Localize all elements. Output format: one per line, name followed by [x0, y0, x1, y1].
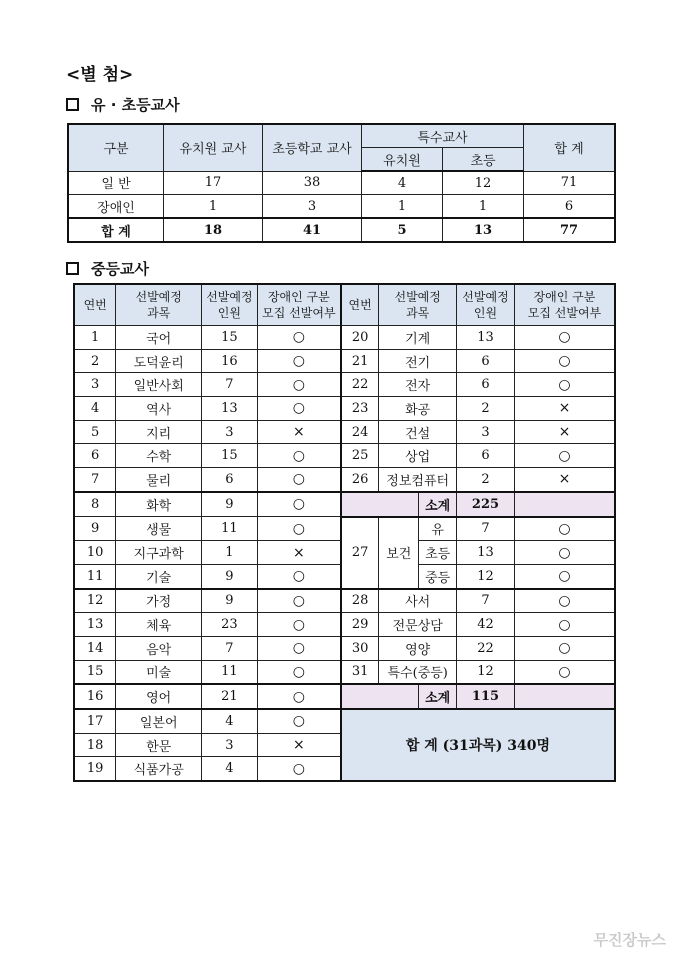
count: 11: [202, 517, 258, 541]
row-number: 11: [74, 564, 116, 588]
checkbox-square-icon: [66, 262, 79, 275]
subtotal-label: 소계: [419, 492, 457, 517]
table-row: [74, 684, 615, 709]
disability-mark: ○: [257, 636, 341, 660]
row-number: 28: [341, 589, 379, 613]
row-number: 12: [74, 589, 116, 613]
cell: 1: [362, 195, 443, 219]
disability-mark: ○: [257, 444, 341, 468]
count: 12: [457, 564, 515, 588]
count: 7: [457, 517, 515, 541]
count: 2: [457, 397, 515, 421]
subject: 역사: [116, 397, 202, 421]
subject: 일반사회: [116, 373, 202, 397]
subject: 화학: [116, 492, 202, 517]
subject: 정보컴퓨터: [379, 468, 457, 492]
col-header-subject: 선발예정 과목: [116, 284, 202, 326]
col-header-no: 연번: [74, 284, 116, 326]
cell: 5: [362, 218, 443, 242]
row-number: 25: [341, 444, 379, 468]
disability-mark: ○: [514, 613, 615, 637]
table-row: [74, 444, 615, 468]
subject: 전자: [379, 373, 457, 397]
col-header-disability: 장애인 구분 모집 선발여부: [257, 284, 341, 326]
disability-mark: ○: [257, 326, 341, 350]
subject: 지리: [116, 420, 202, 444]
count: 6: [457, 373, 515, 397]
row-number: 15: [74, 660, 116, 684]
count: 16: [202, 349, 258, 373]
cell: 13: [443, 218, 524, 242]
row-number: 2: [74, 349, 116, 373]
count: 3: [457, 420, 515, 444]
count: 6: [202, 468, 258, 492]
count: 9: [202, 564, 258, 588]
subject: 국어: [116, 326, 202, 350]
row-number: 17: [74, 709, 116, 733]
table-row: [74, 589, 615, 613]
count: 3: [202, 733, 258, 757]
table-row: [68, 171, 615, 195]
disability-mark: ○: [257, 613, 341, 637]
disability-mark: ○: [514, 589, 615, 613]
count: 3: [202, 420, 258, 444]
subject: 특수(중등): [379, 660, 457, 684]
table-row: [74, 492, 615, 517]
disability-mark: ○: [257, 757, 341, 781]
subject: 영양: [379, 636, 457, 660]
col-header-elem: 초등학교 교사: [263, 124, 362, 171]
disability-mark: ○: [257, 709, 341, 733]
count: 15: [202, 444, 258, 468]
disability-mark: ○: [257, 468, 341, 492]
level: 중등: [419, 564, 457, 588]
row-label: 일 반: [68, 171, 164, 195]
section-title: 유 · 초등교사: [91, 96, 180, 114]
row-number: 31: [341, 660, 379, 684]
disability-mark: ×: [257, 733, 341, 757]
col-header-count: 선발예정 인원: [202, 284, 258, 326]
subject: 영어: [116, 684, 202, 709]
disability-mark: ○: [514, 444, 615, 468]
row-number: 16: [74, 684, 116, 709]
row-number: 5: [74, 420, 116, 444]
count: 13: [202, 397, 258, 421]
disability-mark: ×: [514, 397, 615, 421]
row-number: 20: [341, 326, 379, 350]
row-number: 10: [74, 541, 116, 565]
subject: 음악: [116, 636, 202, 660]
cell: 77: [524, 218, 616, 242]
count: 7: [457, 589, 515, 613]
cell: 17: [164, 171, 263, 195]
row-number: 22: [341, 373, 379, 397]
disability-mark: ×: [514, 468, 615, 492]
count: 13: [457, 541, 515, 565]
count: 23: [202, 613, 258, 637]
col-header-special-elem: 초등: [443, 148, 524, 172]
subject: 미술: [116, 660, 202, 684]
row-number: 26: [341, 468, 379, 492]
cell: 41: [263, 218, 362, 242]
disability-mark: ○: [514, 541, 615, 565]
disability-mark: ×: [257, 420, 341, 444]
row-number: 6: [74, 444, 116, 468]
subtotal-blank: [514, 684, 615, 709]
checkbox-square-icon: [66, 98, 79, 111]
disability-mark: ○: [514, 326, 615, 350]
disability-mark: ○: [257, 397, 341, 421]
count: 9: [202, 492, 258, 517]
table-row: [74, 349, 615, 373]
disability-mark: ×: [514, 420, 615, 444]
col-header-disability: 장애인 구분 모집 선발여부: [514, 284, 615, 326]
count: 42: [457, 613, 515, 637]
row-number: 8: [74, 492, 116, 517]
col-header-category: 구분: [68, 124, 164, 171]
cell: 4: [362, 171, 443, 195]
subtotal-value: 225: [457, 492, 515, 517]
col-header-no: 연번: [341, 284, 379, 326]
subtotal-blank: [514, 492, 615, 517]
cell: 1: [443, 195, 524, 219]
subject: 상업: [379, 444, 457, 468]
table-row: [74, 517, 615, 541]
subject: 전기: [379, 349, 457, 373]
table-row: [74, 636, 615, 660]
table-row: [74, 373, 615, 397]
disability-mark: ○: [257, 492, 341, 517]
disability-mark: ×: [257, 541, 341, 565]
row-number: 27: [341, 517, 379, 589]
subject: 식품가공: [116, 757, 202, 781]
count: 6: [457, 444, 515, 468]
count: 6: [457, 349, 515, 373]
disability-mark: ○: [257, 684, 341, 709]
col-header-kinder: 유치원 교사: [164, 124, 263, 171]
row-number: 4: [74, 397, 116, 421]
subject: 체육: [116, 613, 202, 637]
subject: 수학: [116, 444, 202, 468]
row-label: 장애인: [68, 195, 164, 219]
count: 22: [457, 636, 515, 660]
table-row: [74, 326, 615, 350]
section-heading-elementary: [66, 94, 180, 115]
subject: 보건: [379, 517, 419, 589]
cell: 6: [524, 195, 616, 219]
count: 7: [202, 373, 258, 397]
row-number: 1: [74, 326, 116, 350]
disability-mark: ○: [514, 349, 615, 373]
cell: 1: [164, 195, 263, 219]
secondary-teacher-table: [73, 283, 616, 782]
subject: 지구과학: [116, 541, 202, 565]
elementary-teacher-table: [67, 123, 616, 243]
row-number: 30: [341, 636, 379, 660]
count: 9: [202, 589, 258, 613]
col-header-special-kinder: 유치원: [362, 148, 443, 172]
table-row: [74, 420, 615, 444]
subject: 화공: [379, 397, 457, 421]
subject: 한문: [116, 733, 202, 757]
disability-mark: ○: [257, 517, 341, 541]
row-number: 23: [341, 397, 379, 421]
subtotal-blank: [341, 684, 419, 709]
row-number: 13: [74, 613, 116, 637]
cell: 18: [164, 218, 263, 242]
subject: 물리: [116, 468, 202, 492]
subject: 전문상담: [379, 613, 457, 637]
count: 12: [457, 660, 515, 684]
subtotal-blank: [341, 492, 419, 517]
attachment-title: <별 첨>: [66, 65, 134, 85]
count: 11: [202, 660, 258, 684]
disability-mark: ○: [514, 660, 615, 684]
row-number: 3: [74, 373, 116, 397]
count: 15: [202, 326, 258, 350]
count: 2: [457, 468, 515, 492]
table-row: [74, 709, 615, 733]
disability-mark: ○: [514, 564, 615, 588]
cell: 12: [443, 171, 524, 195]
row-number: 14: [74, 636, 116, 660]
col-header-special: 특수교사: [362, 124, 524, 148]
disability-mark: ○: [514, 373, 615, 397]
count: 1: [202, 541, 258, 565]
count: 13: [457, 326, 515, 350]
level: 유: [419, 517, 457, 541]
table-row: [74, 397, 615, 421]
total-row: [68, 218, 615, 242]
cell: 71: [524, 171, 616, 195]
disability-mark: ○: [514, 517, 615, 541]
col-header-total: 합 계: [524, 124, 616, 171]
disability-mark: ○: [257, 589, 341, 613]
subject: 사서: [379, 589, 457, 613]
grand-total: 합 계 (31과목) 340명: [341, 709, 615, 781]
row-label: 합 계: [68, 218, 164, 242]
col-header-subject: 선발예정 과목: [379, 284, 457, 326]
count: 4: [202, 757, 258, 781]
row-number: 19: [74, 757, 116, 781]
disability-mark: ○: [514, 636, 615, 660]
row-number: 24: [341, 420, 379, 444]
table-row: [68, 195, 615, 219]
row-number: 21: [341, 349, 379, 373]
disability-mark: ○: [257, 349, 341, 373]
count: 21: [202, 684, 258, 709]
subject: 기계: [379, 326, 457, 350]
subject: 가정: [116, 589, 202, 613]
row-number: 29: [341, 613, 379, 637]
row-number: 7: [74, 468, 116, 492]
row-number: 9: [74, 517, 116, 541]
cell: 38: [263, 171, 362, 195]
section-title: 중등교사: [91, 260, 149, 278]
subject: 기술: [116, 564, 202, 588]
disability-mark: ○: [257, 564, 341, 588]
subject: 생물: [116, 517, 202, 541]
subject: 일본어: [116, 709, 202, 733]
table-row: [74, 613, 615, 637]
subject: 도덕윤리: [116, 349, 202, 373]
table-row: [74, 660, 615, 684]
subtotal-value: 115: [457, 684, 515, 709]
cell: 3: [263, 195, 362, 219]
count: 4: [202, 709, 258, 733]
count: 7: [202, 636, 258, 660]
header-row: [74, 284, 615, 326]
row-number: 18: [74, 733, 116, 757]
col-header-count: 선발예정 인원: [457, 284, 515, 326]
watermark-logo: 무진장뉴스: [593, 931, 666, 949]
table-row: [74, 468, 615, 492]
subtotal-label: 소계: [419, 684, 457, 709]
disability-mark: ○: [257, 373, 341, 397]
subject: 건설: [379, 420, 457, 444]
section-heading-secondary: [66, 258, 149, 279]
level: 초등: [419, 541, 457, 565]
disability-mark: ○: [257, 660, 341, 684]
